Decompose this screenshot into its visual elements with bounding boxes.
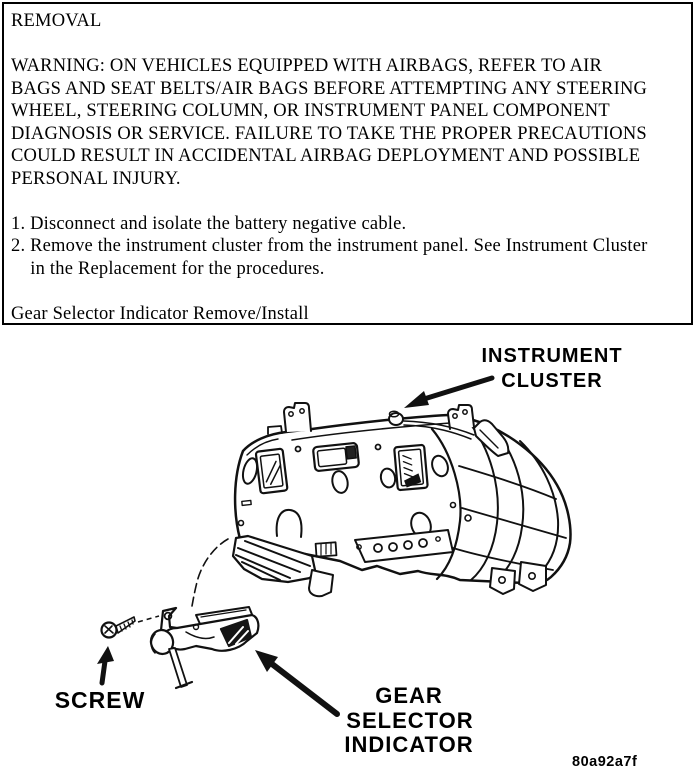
warning-line-6: PERSONAL INJURY. — [11, 168, 181, 189]
blank-line — [11, 33, 685, 56]
step-1: 1. Disconnect and isolate the battery negative cable. — [11, 213, 407, 234]
blank-line — [11, 190, 685, 213]
instrument-cluster-drawing — [233, 403, 570, 596]
label-instrument-cluster-line2: CLUSTER — [501, 370, 603, 392]
section-title: REMOVAL — [11, 11, 102, 31]
label-screw: SCREW — [54, 687, 146, 713]
subheading: Gear Selector Indicator Remove/Install — [11, 303, 309, 324]
screw-alignment-dashed-line — [138, 616, 159, 622]
procedure-text-box — [2, 2, 693, 325]
warning-line-2: BAGS AND SEAT BELTS/AIR BAGS BEFORE ATTEMPTING ANY STEERING — [11, 78, 648, 99]
screw-drawing — [102, 617, 136, 638]
arrow-to-gear-selector-indicator — [255, 650, 337, 714]
arrow-to-screw — [97, 646, 114, 683]
leader-curve — [192, 539, 228, 606]
warning-line-3: WHEEL, STEERING COLUMN, OR INSTRUMENT PANEL COMPONENT — [11, 101, 610, 121]
label-gear-selector-indicator-line2: SELECTOR — [346, 708, 474, 733]
step-2-continued: in the Replacement for the procedures. — [11, 258, 325, 279]
warning-line-5: COULD RESULT IN ACCIDENTAL AIRBAG DEPLOYMENT AND POSSIBLE — [11, 146, 641, 166]
warning-line-1: WARNING: ON VEHICLES EQUIPPED WITH AIRBAGS, REFER TO AIR — [11, 56, 603, 76]
warning-line-4: DIAGNOSIS OR SERVICE. FAILURE TO TAKE THE PROPER PRECAUTIONS — [11, 123, 647, 144]
figure-code: 80a92a7f — [572, 754, 638, 770]
label-instrument-cluster-line1: INSTRUMENT — [481, 345, 623, 367]
blank-line — [11, 280, 685, 303]
step-2: 2. Remove the instrument cluster from the instrument panel. See Instrument Cluster — [11, 236, 648, 256]
label-gear-selector-indicator-line1: GEAR — [375, 683, 443, 708]
exploded-view-illustration — [0, 330, 696, 770]
gear-selector-indicator-drawing — [148, 607, 258, 688]
label-gear-selector-indicator-line3: INDICATOR — [344, 732, 474, 757]
arrow-to-instrument-cluster — [404, 378, 492, 408]
